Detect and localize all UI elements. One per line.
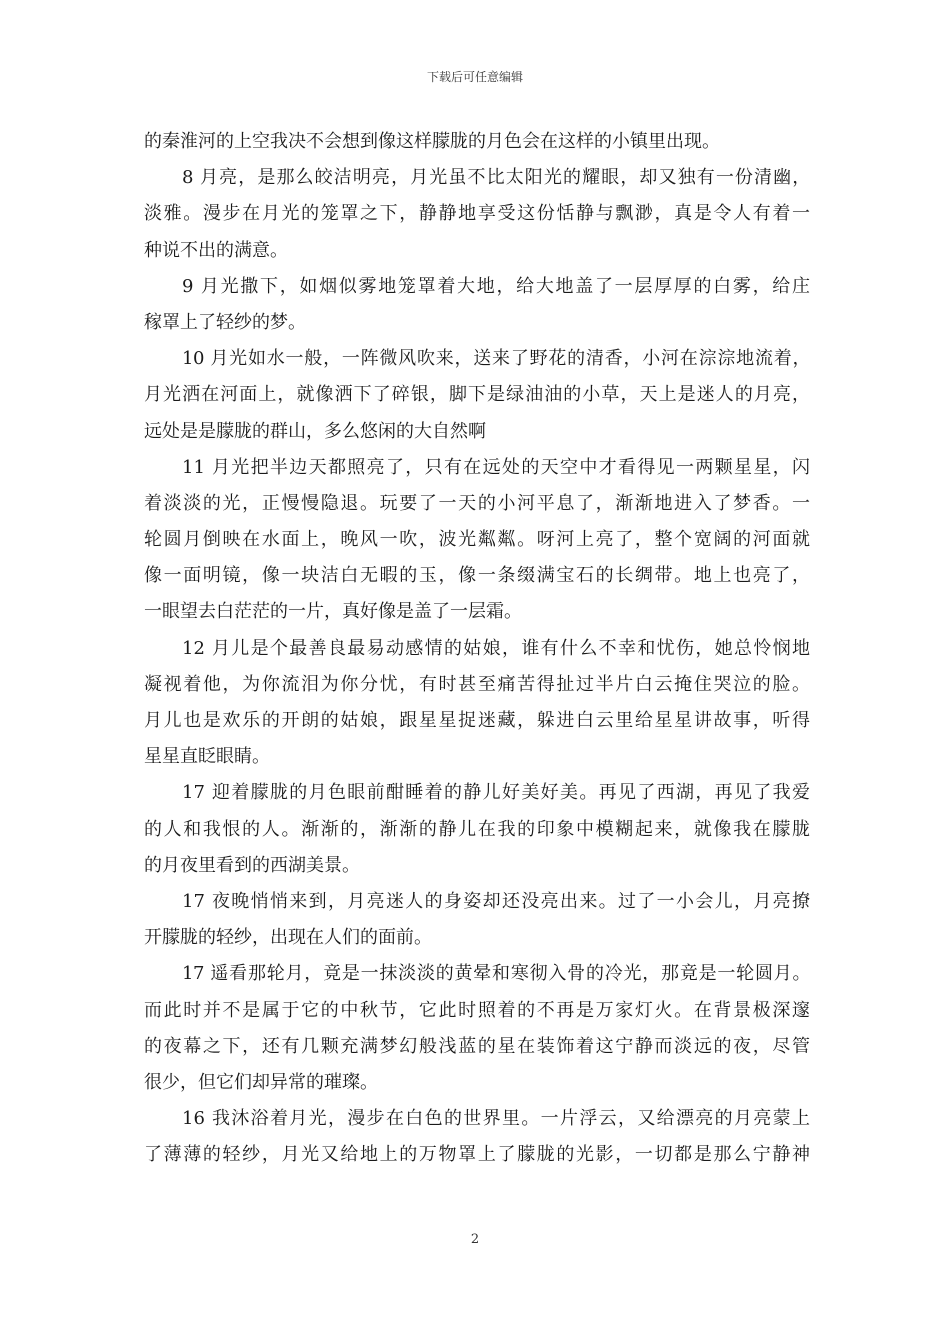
text-line: 的人和我恨的人。渐渐的，渐渐的静儿在我的印象中模糊起来，就像我在朦胧 [144,818,810,840]
text-line: 的夜幕之下，还有几颗充满梦幻般浅蓝的星在装饰着这宁静而淡远的夜，尽管 [144,1035,810,1057]
text-line: 月光洒在河面上，就像洒下了碎银，脚下是绿油油的小草，天上是迷人的月亮， [144,384,810,406]
paragraph-first-line: 17 遥看那轮月，竟是一抹淡淡的黄晕和寒彻入骨的冷光，那竟是一轮圆月。 [182,963,810,985]
text-line: 很少，但它们却异常的璀璨。 [144,1071,378,1093]
text-line: 稼罩上了轻纱的梦。 [144,311,306,333]
text-line: 着淡淡的光，正慢慢隐退。玩要了一天的小河平息了，渐渐地进入了梦香。一 [144,492,810,514]
text-line: 像一面明镜，像一块洁白无暇的玉，像一条缀满宝石的长绸带。地上也亮了， [144,565,810,587]
paragraph-first-line: 8 月亮，是那么皎洁明亮，月光虽不比太阳光的耀眼，却又独有一份清幽， [182,167,810,189]
paragraph-first-line: 16 我沐浴着月光，漫步在白色的世界里。一片浮云，又给漂亮的月亮蒙上 [182,1108,810,1130]
text-line: 星星直眨眼睛。 [144,746,270,768]
page-header: 下载后可任意编辑 [426,70,523,84]
text-line: 凝视着他，为你流泪为你分忧，有时甚至痛苦得扯过半片白云掩住哭泣的脸。 [144,673,810,695]
text-line: 一眼望去白茫茫的一片，真好像是盖了一层霜。 [144,601,522,623]
paragraph-first-line: 10 月光如水一般，一阵微风吹来，送来了野花的清香，小河在淙淙地流着， [182,348,810,370]
paragraph-first-line: 11 月光把半边天都照亮了，只有在远处的天空中才看得见一两颗星星，闪 [182,456,810,478]
text-line: 轮圆月倒映在水面上，晚风一吹，波光粼粼。呀河上亮了，整个宽阔的河面就 [144,529,810,551]
paragraph-first-line: 12 月儿是个最善良最易动感情的姑娘，谁有什么不幸和忧伤，她总怜悯地 [182,637,810,659]
text-line: 月儿也是欢乐的开朗的姑娘，跟星星捉迷藏，躲进白云里给星星讲故事，听得 [144,710,810,731]
text-line: 的秦淮河的上空我决不会想到像这样朦胧的月色会在这样的小镇里出现。 [144,131,720,152]
text-line: 了薄薄的轻纱，月光又给地上的万物罩上了朦胧的光影，一切都是那么宁静神 [144,1144,810,1166]
text-line: 淡雅。漫步在月光的笼罩之下，静静地享受这份恬静与飘渺，真是令人有着一 [144,203,810,225]
body-text [144,124,810,1173]
paragraph-first-line: 17 迎着朦胧的月色眼前酣睡着的静儿好美好美。再见了西湖，再见了我爱 [182,782,810,804]
text-line: 的月夜里看到的西湖美景。 [144,854,360,876]
paragraph-first-line: 17 夜晚悄悄来到，月亮迷人的身姿却还没亮出来。过了一小会儿，月亮撩 [182,890,810,912]
paragraph-first-line: 9 月光撒下，如烟似雾地笼罩着大地，给大地盖了一层厚厚的白雾，给庄 [182,275,810,297]
text-line: 开朦胧的轻纱，出现在人们的面前。 [144,927,432,949]
page-number: 2 [470,1232,480,1247]
text-line: 而此时并不是属于它的中秋节，它此时照着的不再是万家灯火。在背景极深邃 [144,999,810,1021]
text-line: 远处是是朦胧的群山，多么悠闲的大自然啊 [144,420,486,442]
text-line: 种说不出的满意。 [144,239,288,261]
